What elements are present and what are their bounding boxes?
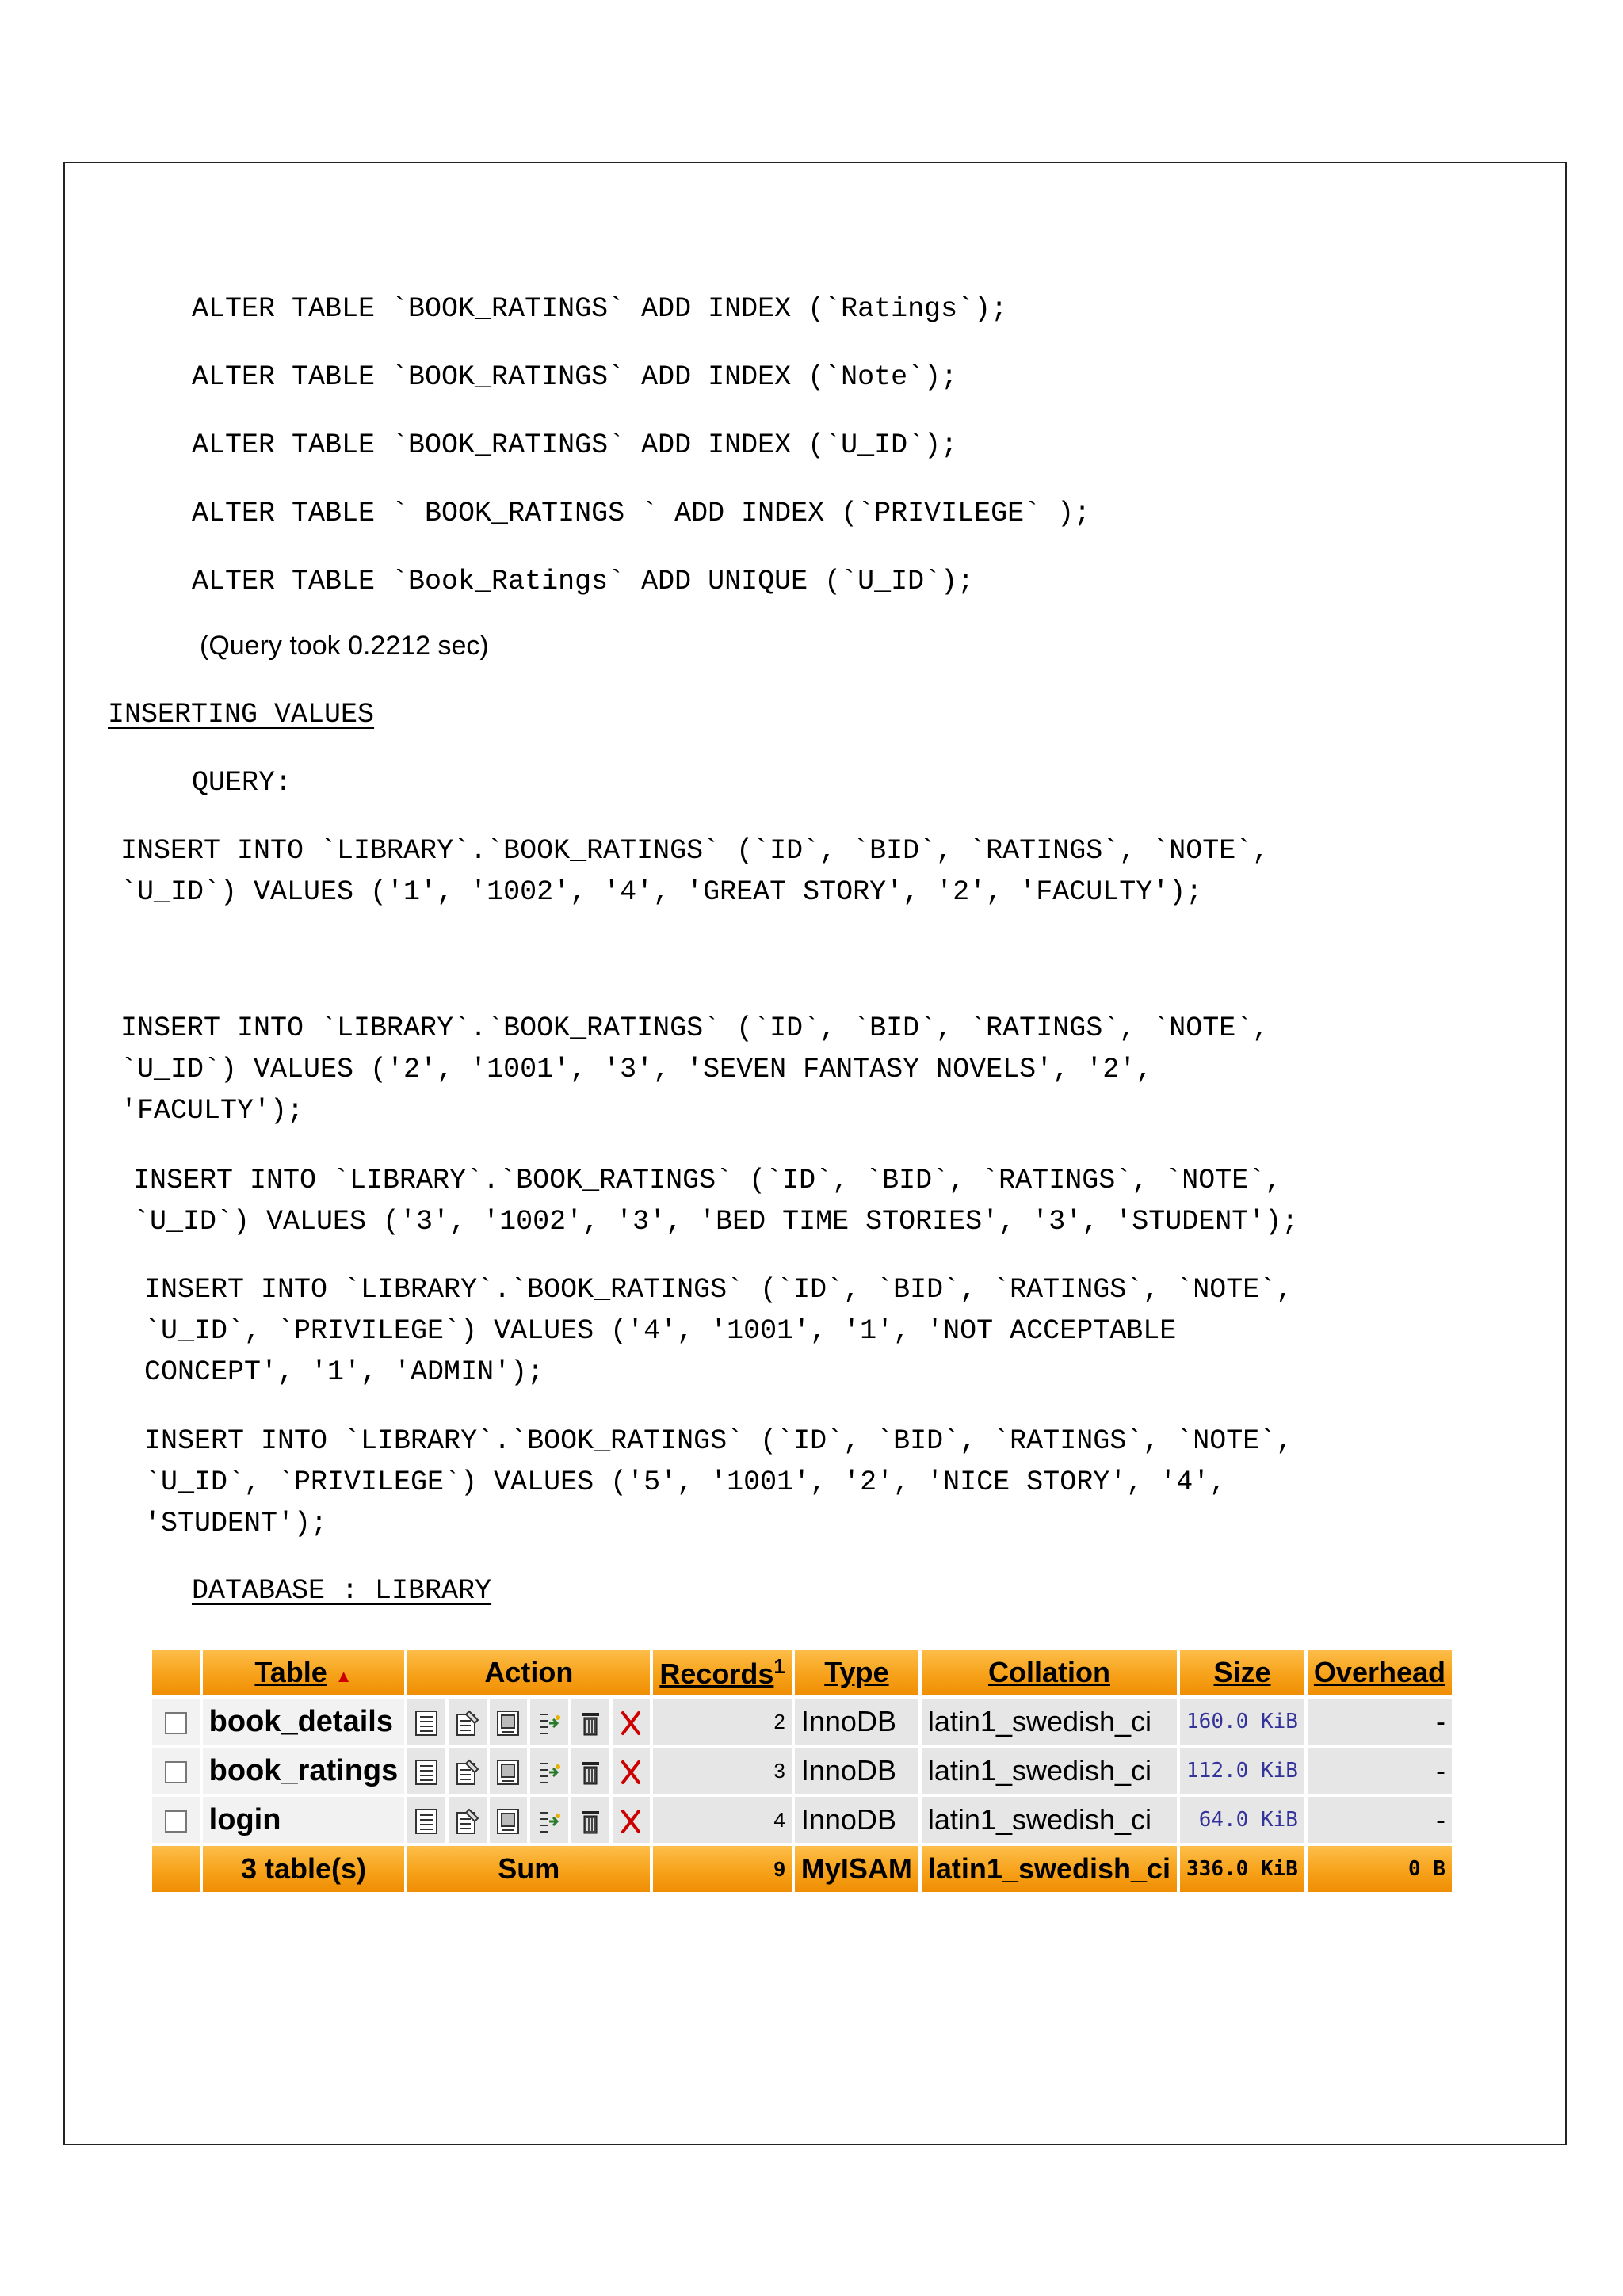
insert-action[interactable] — [530, 1699, 568, 1745]
empty-action[interactable] — [571, 1797, 609, 1843]
sort-ascending-icon: ▲ — [334, 1666, 353, 1686]
table-name[interactable]: book_ratings — [203, 1748, 405, 1794]
type-column-header[interactable] — [795, 1650, 918, 1695]
insert-icon[interactable] — [537, 1808, 562, 1835]
overhead-value: - — [1308, 1699, 1452, 1745]
row-checkbox[interactable] — [165, 1712, 187, 1734]
query-time: (Query took 0.2212 sec) — [200, 631, 489, 661]
collation-value: latin1_swedish_ci — [922, 1699, 1177, 1745]
collation-column-header[interactable] — [922, 1650, 1177, 1695]
overhead-sort-link[interactable]: Overhead — [1313, 1656, 1445, 1688]
type-value: InnoDB — [795, 1748, 918, 1794]
structure-action[interactable] — [449, 1797, 487, 1843]
table-row — [152, 1748, 1452, 1794]
table-header-row — [152, 1650, 1452, 1695]
size-value[interactable]: 112.0 KiB — [1180, 1748, 1304, 1794]
type-value: InnoDB — [795, 1699, 918, 1745]
alter-statement: ALTER TABLE `BOOK_RATINGS` ADD INDEX (`U_ID`); — [192, 429, 958, 461]
insert-action[interactable] — [530, 1748, 568, 1794]
size-value[interactable]: 160.0 KiB — [1180, 1699, 1304, 1745]
insert-icon[interactable] — [537, 1759, 562, 1786]
drop-icon[interactable] — [618, 1808, 643, 1835]
browse-icon[interactable] — [414, 1710, 439, 1737]
records-value: 4 — [653, 1797, 792, 1843]
insert-statement: INSERT INTO `LIBRARY`.`BOOK_RATINGS` (`ID`, `BID`, `RATINGS`, `NOTE`, `U_ID`, `PRIVILEGE`) VALUES ('5', '1001', '2', 'NICE STORY', '4', 'STUDENT'); — [144, 1425, 1293, 1539]
insert-statement: INSERT INTO `LIBRARY`.`BOOK_RATINGS` (`ID`, `BID`, `RATINGS`, `NOTE`, `U_ID`) VALUES ('3', '1002', '3', 'BED TIME STORIES', '3', 'STUDENT'); — [133, 1165, 1299, 1238]
database-tables-list — [149, 1646, 1455, 1895]
insert-statement: INSERT INTO `LIBRARY`.`BOOK_RATINGS` (`ID`, `BID`, `RATINGS`, `NOTE`, `U_ID`) VALUES ('2', '1001', '3', 'SEVEN FANTASY NOVELS', '2', 'FACULTY'); — [120, 1013, 1270, 1127]
type-value: InnoDB — [795, 1797, 918, 1843]
type-sort-link[interactable]: Type — [824, 1656, 889, 1688]
browse-action[interactable] — [407, 1699, 445, 1745]
empty-action[interactable] — [571, 1748, 609, 1794]
records-column-header[interactable] — [653, 1650, 792, 1695]
search-icon[interactable] — [495, 1710, 521, 1737]
action-column-header: Action — [407, 1650, 650, 1695]
drop-action[interactable] — [613, 1748, 651, 1794]
table-row — [152, 1699, 1452, 1745]
overhead-column-header[interactable] — [1308, 1650, 1452, 1695]
size-total: 336.0 KiB — [1180, 1846, 1304, 1892]
row-checkbox-cell[interactable] — [152, 1797, 200, 1843]
row-checkbox-cell[interactable] — [152, 1748, 200, 1794]
table-column-header[interactable] — [203, 1650, 405, 1695]
structure-icon[interactable] — [455, 1710, 480, 1737]
structure-action[interactable] — [449, 1748, 487, 1794]
drop-icon[interactable] — [618, 1759, 643, 1786]
trash-icon[interactable] — [578, 1759, 603, 1786]
trash-icon[interactable] — [578, 1808, 603, 1835]
row-checkbox[interactable] — [165, 1810, 187, 1833]
alter-statement: ALTER TABLE ` BOOK_RATINGS ` ADD INDEX (`PRIVILEGE` ); — [192, 498, 1091, 529]
records-sort-link[interactable]: Records — [659, 1657, 774, 1690]
structure-icon[interactable] — [455, 1808, 480, 1835]
table-summary-row — [152, 1846, 1452, 1892]
browse-action[interactable] — [407, 1797, 445, 1843]
browse-icon[interactable] — [414, 1808, 439, 1835]
insert-icon[interactable] — [537, 1710, 562, 1737]
records-value: 3 — [653, 1748, 792, 1794]
drop-icon[interactable] — [618, 1710, 643, 1737]
database-label: DATABASE : LIBRARY — [192, 1575, 492, 1607]
alter-statement: ALTER TABLE `BOOK_RATINGS` ADD INDEX (`Note`); — [192, 361, 958, 393]
drop-action[interactable] — [613, 1699, 651, 1745]
insert-statement: INSERT INTO `LIBRARY`.`BOOK_RATINGS` (`ID`, `BID`, `RATINGS`, `NOTE`, `U_ID`) VALUES ('1', '1002', '4', 'GREAT STORY', '2', 'FACULTY'); — [120, 835, 1270, 908]
default-collation: latin1_swedish_ci — [922, 1846, 1177, 1892]
empty-action[interactable] — [571, 1699, 609, 1745]
query-label: QUERY: — [192, 767, 292, 799]
search-action[interactable] — [490, 1748, 528, 1794]
structure-action[interactable] — [449, 1699, 487, 1745]
records-value: 2 — [653, 1699, 792, 1745]
search-action[interactable] — [490, 1797, 528, 1843]
row-checkbox-cell[interactable] — [152, 1699, 200, 1745]
collation-sort-link[interactable]: Collation — [987, 1656, 1110, 1688]
summary-spacer — [152, 1846, 200, 1892]
insert-action[interactable] — [530, 1797, 568, 1843]
browse-action[interactable] — [407, 1748, 445, 1794]
overhead-value: - — [1308, 1748, 1452, 1794]
default-engine: MyISAM — [795, 1846, 918, 1892]
browse-icon[interactable] — [414, 1759, 439, 1786]
overhead-value: - — [1308, 1797, 1452, 1843]
size-value[interactable]: 64.0 KiB — [1180, 1797, 1304, 1843]
collation-value: latin1_swedish_ci — [922, 1748, 1177, 1794]
structure-icon[interactable] — [455, 1759, 480, 1786]
table-count: 3 table(s) — [203, 1846, 405, 1892]
section-heading: INSERTING VALUES — [108, 699, 375, 730]
alter-statement: ALTER TABLE `BOOK_RATINGS` ADD INDEX (`Ratings`); — [192, 293, 1008, 325]
size-sort-link[interactable]: Size — [1213, 1656, 1271, 1688]
search-icon[interactable] — [495, 1759, 521, 1786]
sum-label: Sum — [407, 1846, 650, 1892]
table-name[interactable]: book_details — [203, 1699, 405, 1745]
records-footnote: 1 — [773, 1654, 785, 1678]
table-name[interactable]: login — [203, 1797, 405, 1843]
drop-action[interactable] — [613, 1797, 651, 1843]
select-column-header — [152, 1650, 200, 1695]
insert-statement: INSERT INTO `LIBRARY`.`BOOK_RATINGS` (`ID`, `BID`, `RATINGS`, `NOTE`, `U_ID`, `PRIVILEGE`) VALUES ('4', '1001', '1', 'NOT ACCEPTABLE CONCEPT', '1', 'ADMIN'); — [144, 1274, 1293, 1388]
alter-statement: ALTER TABLE `Book_Ratings` ADD UNIQUE (`U_ID`); — [192, 566, 975, 597]
row-checkbox[interactable] — [165, 1761, 187, 1783]
records-total: 9 — [653, 1846, 792, 1892]
table-sort-link[interactable]: Table — [254, 1656, 327, 1688]
table-row — [152, 1797, 1452, 1843]
trash-icon[interactable] — [578, 1710, 603, 1737]
collation-value: latin1_swedish_ci — [922, 1797, 1177, 1843]
search-icon[interactable] — [495, 1808, 521, 1835]
search-action[interactable] — [490, 1699, 528, 1745]
overhead-total: 0 B — [1308, 1846, 1452, 1892]
size-column-header[interactable] — [1180, 1650, 1304, 1695]
